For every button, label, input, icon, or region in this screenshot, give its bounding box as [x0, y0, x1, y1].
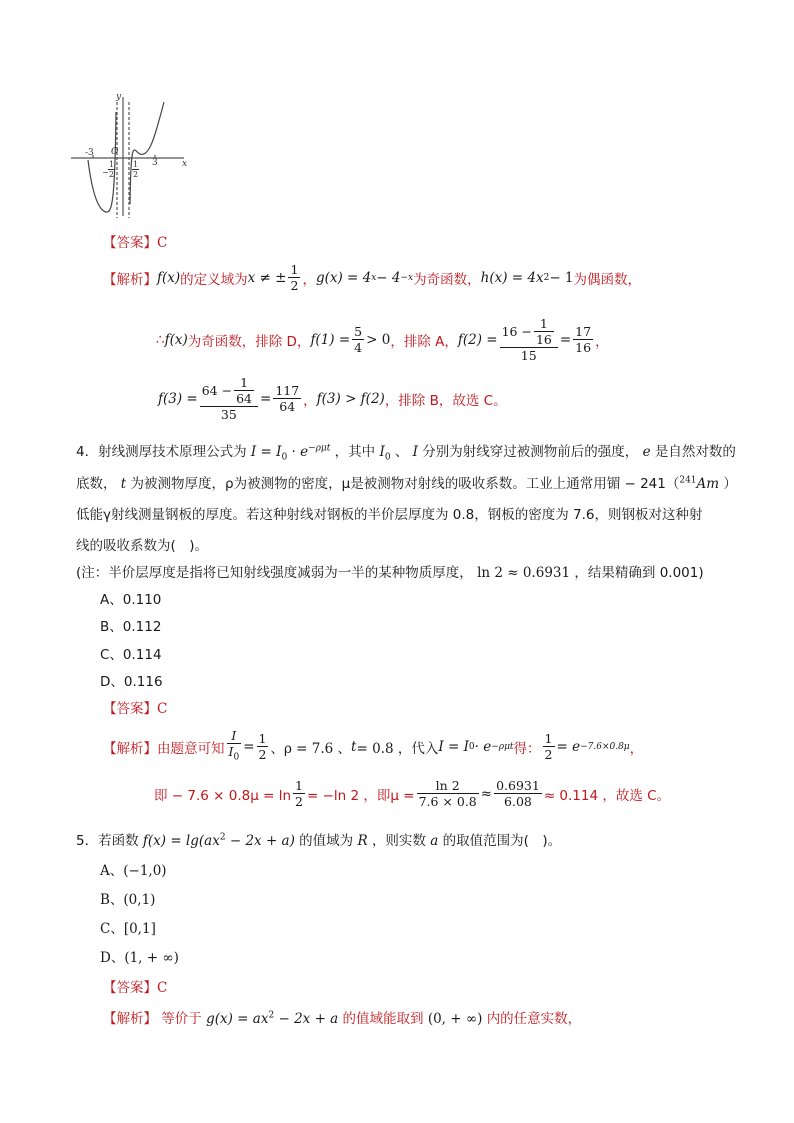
q5-stem: 5．若函数 $f(x) = \lg(ax^2 - 2x + a)$ 的值域为 R ，则实数 a 的取值范围为( )。 [76, 832, 562, 849]
q3-answer-line [103, 231, 167, 251]
curve-right-branch [130, 102, 164, 204]
analysis-tag: 【解析】 [103, 271, 157, 288]
tick-neg3-label: -3 [85, 148, 94, 158]
fraction: $\frac{17}{16}$ [575, 324, 592, 355]
fraction: $\frac{117}{64}$ [275, 383, 300, 414]
q4-analysis-line2: 即 − 7.6 × 0.8μ = ln $\frac{1}{2}$ = −ln 2 ，即μ = $\frac{\ln 2}{7.6 \times 0.8}$ ≈ $\frac{0.6931}{6.08}$ ≈ 0.114 ，故选 C。 [154, 778, 671, 809]
answer-value: C [157, 235, 168, 251]
fraction: $\frac{1}{2}$ [258, 731, 267, 763]
q5-option-d: D、(1, + ∞) [100, 950, 179, 966]
fraction: $\frac{\ln 2}{7.6 \times 0.8}$ [418, 778, 477, 809]
q3-analysis-line1: 【解析】 f(x) 的定义域为 x ≠ ± $\frac{1}{2}$ ， g(x) = 4 x − 4 −x 为奇函数， h(x) = 4x 2 − 1 为偶函数， [103, 262, 642, 293]
analysis-tag: 【解析】 [103, 1011, 157, 1027]
q4-option-d: D、0.116 [100, 674, 163, 690]
q4-option-a: A、0.110 [100, 592, 162, 608]
answer-value: C [157, 701, 168, 717]
fraction: $\frac{1}{2}$ [290, 262, 299, 293]
q5-option-b: B、(0,1) [100, 892, 156, 908]
q5-option-a: A、(−1,0) [100, 863, 167, 879]
answer-tag: 【答案】 [103, 980, 157, 996]
tick-pos-half-label: 1 2 [132, 160, 139, 179]
function-graph [68, 92, 196, 222]
answer-value: C [157, 980, 168, 996]
q4-option-b: B、0.112 [100, 619, 162, 635]
q4-answer-line [103, 697, 167, 717]
q4-analysis-line1: 【解析】 由题意可知 $\frac{I}{I_0}$ = $\frac{1}{2}$ 、ρ = 7.6 、 t = 0.8 ，代入 I = I 0 · e −ρμt 得： $\frac{1}{2}$ = e −7.6×0.8μ ， [103, 728, 643, 766]
q3-analysis-line2: ∴ f(x) 为奇函数，排除 D， f(1) = $\frac{5}{4}$ > 0 ，排除 A， f(2) = 16 − $\frac{1}{16}$ 15 = $\frac{17}{16}$ ， [156, 316, 609, 363]
tick-neg-half-label: 1 2 [108, 160, 115, 179]
x-axis-label: x [182, 159, 188, 169]
y-axis-label: y [116, 92, 122, 102]
q4-stem-line3: 低能γ射线测量钢板的厚度。若这种射线对钢板的半价层厚度为 0.8，钢板的密度为 7.6，则钢板对这种射 [76, 507, 703, 523]
q3-analysis-line3: f(3) = 64 − $\frac{1}{64}$ 35 = $\frac{117}{64}$ ， f(3) > f(2) ，排除 B，故选 C。 [158, 375, 507, 422]
q5-option-c: C、[0,1] [100, 921, 156, 937]
tick-neg-half-sign: − [102, 168, 109, 177]
fraction: $\frac{1}{2}$ [295, 778, 303, 809]
q4-stem-line2: 底数， t 为被测物厚度，ρ为被测物的密度，μ是被测物对射线的吸收系数。工业上通常用镅 − 241（$^{241}$Am ） [76, 475, 737, 492]
q5-analysis-line: 【解析】 等价于 $g(x) = ax^2 - 2x + a$ 的值域能取到 (0, + ∞) 内的任意实数， [103, 1010, 582, 1027]
q4-option-c: C、0.114 [100, 647, 162, 663]
fraction: 16 − $\frac{1}{16}$ 15 [500, 316, 558, 363]
fraction: 64 − $\frac{1}{64}$ 35 [200, 375, 258, 422]
q5-answer-line [103, 976, 167, 996]
q4-stem-line1: 4．射线测厚技术原理公式为 $I = I_0 \cdot e^{-\rho\mu t}$ ，其中 $I_0$ 、 I 分别为射线穿过被测物前后的强度， e 是自然对数的 [76, 443, 736, 463]
q4-stem-line4: 线的吸收系数为( )。 [76, 538, 209, 554]
q4-note: (注：半价层厚度是指将已知射线强度减弱为一半的某种物质厚度， ln 2 ≈ 0.6931 ，结果精确到 0.001) [76, 565, 704, 581]
answer-tag: 【答案】 [103, 235, 157, 251]
fraction: $\frac{0.6931}{6.08}$ [496, 778, 540, 809]
fraction: $\frac{I}{I_0}$ [228, 728, 240, 763]
origin-label: O [111, 147, 119, 157]
tick-pos3-label: 3 [152, 158, 158, 168]
answer-tag: 【答案】 [103, 701, 157, 717]
analysis-tag: 【解析】 [103, 740, 157, 757]
fraction: $\frac{5}{4}$ [354, 324, 363, 355]
fraction: $\frac{1}{2}$ [544, 731, 553, 763]
